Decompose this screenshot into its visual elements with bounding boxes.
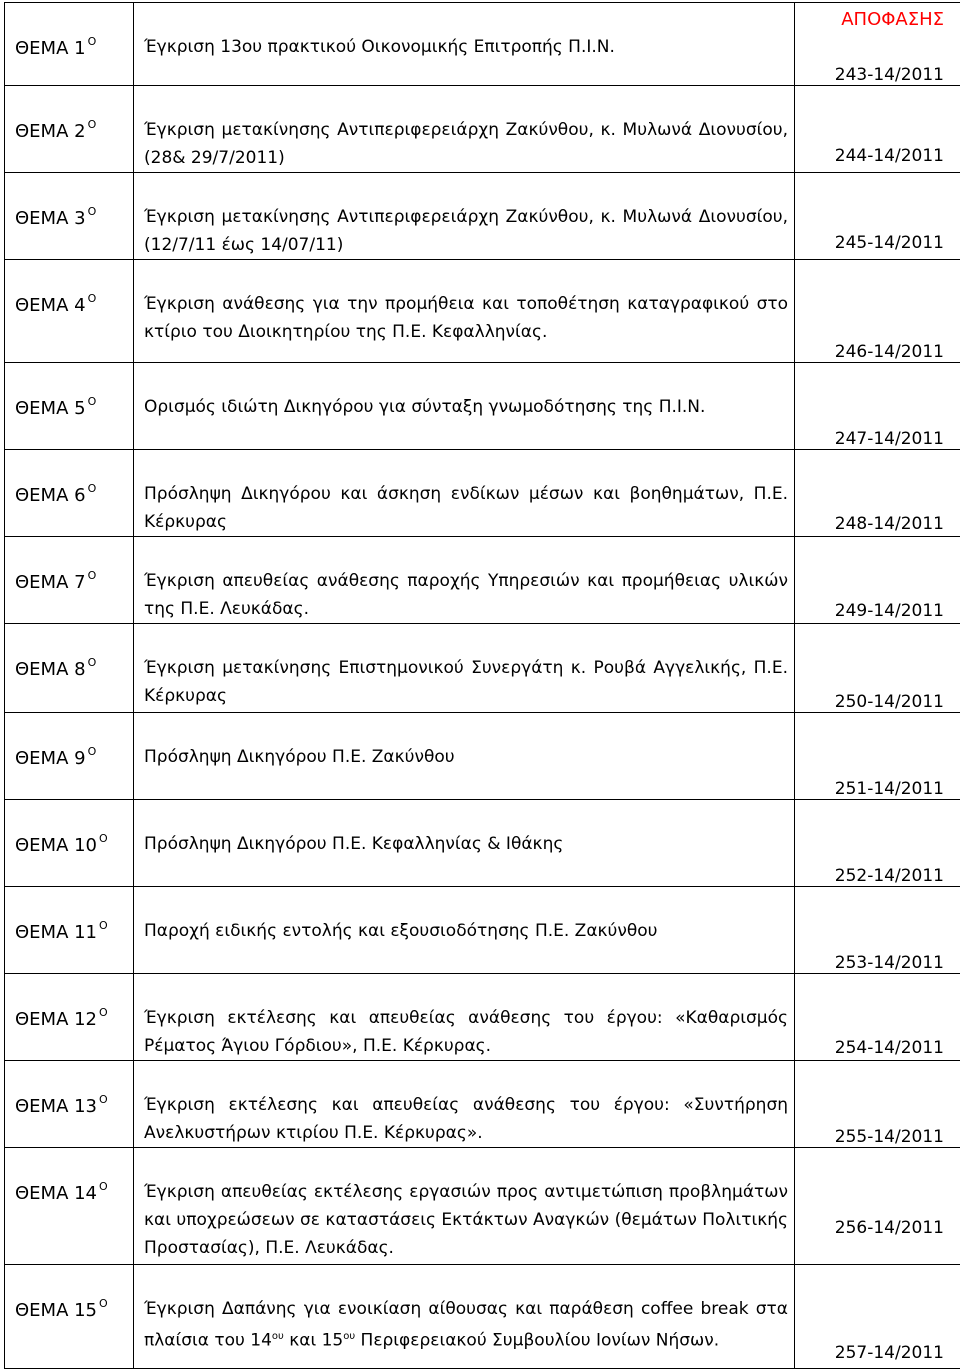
topic-label: ΘΕΜΑ 1 <box>15 38 86 59</box>
topic-ordinal: Ο <box>88 745 97 758</box>
topic-number <box>5 887 133 943</box>
topic-ordinal: Ο <box>88 482 97 495</box>
decision-cell <box>795 173 960 260</box>
topic-ordinal: Ο <box>99 832 108 845</box>
topic-cell <box>5 86 134 173</box>
topic-number <box>5 173 133 229</box>
description-cell <box>134 974 795 1061</box>
topic-ordinal: Ο <box>88 395 97 408</box>
topic-label: ΘΕΜΑ 11 <box>15 922 97 943</box>
topic-label: ΘΕΜΑ 5 <box>15 398 86 419</box>
ordinal-suffix: ου <box>343 1331 355 1342</box>
topic-label: ΘΕΜΑ 8 <box>15 659 86 680</box>
topic-label: ΘΕΜΑ 10 <box>15 835 97 856</box>
topic-cell <box>5 887 134 974</box>
agenda-table <box>4 2 960 1369</box>
topic-ordinal: Ο <box>88 569 97 582</box>
agenda-body <box>5 3 960 1369</box>
description-cell <box>134 260 795 363</box>
topic-description: Έγκριση μετακίνησης Αντιπεριφερειάρχη Ζακύνθου, κ. Μυλωνά Διονυσίου, (12/7/11 έως 14/07/11) <box>134 173 794 259</box>
description-cell <box>134 537 795 624</box>
topic-ordinal: Ο <box>88 205 97 218</box>
topic-cell <box>5 974 134 1061</box>
description-cell <box>134 1265 795 1369</box>
topic-description <box>134 1265 794 1355</box>
agenda-row <box>5 173 960 260</box>
topic-label: ΘΕΜΑ 7 <box>15 572 86 593</box>
agenda-row <box>5 450 960 537</box>
topic-ordinal: Ο <box>88 656 97 669</box>
decision-cell <box>795 86 960 173</box>
topic-label: ΘΕΜΑ 2 <box>15 121 86 142</box>
topic-number <box>5 713 133 769</box>
agenda-row <box>5 800 960 887</box>
topic-label: ΘΕΜΑ 12 <box>15 1009 97 1030</box>
decision-number: 247-14/2011 <box>795 363 960 449</box>
topic-ordinal: Ο <box>88 292 97 305</box>
topic-number <box>5 1148 133 1204</box>
topic-cell <box>5 537 134 624</box>
topic-cell <box>5 450 134 537</box>
topic-ordinal: Ο <box>99 1006 108 1019</box>
agenda-row <box>5 624 960 713</box>
agenda-row <box>5 260 960 363</box>
topic-cell <box>5 1265 134 1369</box>
description-part: και 15 <box>284 1331 343 1351</box>
topic-ordinal: Ο <box>99 1180 108 1193</box>
decision-number: 257-14/2011 <box>795 1265 960 1363</box>
decision-cell <box>795 260 960 363</box>
topic-number <box>5 800 133 856</box>
agenda-row <box>5 363 960 450</box>
description-cell <box>134 86 795 173</box>
description-cell <box>134 3 795 86</box>
agenda-row <box>5 86 960 173</box>
topic-ordinal: Ο <box>99 919 108 932</box>
decision-header: ΑΠΟΦΑΣΗΣ <box>795 3 960 33</box>
topic-cell <box>5 3 134 86</box>
description-cell <box>134 1148 795 1265</box>
decision-number: 252-14/2011 <box>795 800 960 886</box>
topic-description: Έγκριση μετακίνησης Αντιπεριφερειάρχη Ζακύνθου, κ. Μυλωνά Διονυσίου, (28& 29/7/2011) <box>134 86 794 172</box>
topic-number <box>5 3 133 59</box>
topic-description: Έγκριση απευθείας εκτέλεσης εργασιών προς αντιμετώπιση προβλημάτων και υποχρεώσεων σε καταστάσεις Εκτάκτων Αναγκών (θεμάτων Πολιτικής Προστασίας), Π.Ε. Λευκάδας. <box>134 1148 794 1262</box>
topic-cell <box>5 1148 134 1265</box>
topic-number <box>5 974 133 1030</box>
decision-number: 255-14/2011 <box>795 1061 960 1147</box>
decision-cell <box>795 1265 960 1369</box>
topic-number <box>5 624 133 680</box>
topic-number <box>5 1061 133 1117</box>
description-part: Περιφερειακού Συμβουλίου Ιονίων Νήσων. <box>355 1331 719 1351</box>
agenda-row <box>5 974 960 1061</box>
description-cell <box>134 800 795 887</box>
agenda-row <box>5 1148 960 1265</box>
topic-cell <box>5 363 134 450</box>
decision-cell <box>795 537 960 624</box>
topic-ordinal: Ο <box>99 1093 108 1106</box>
decision-number: 254-14/2011 <box>795 974 960 1058</box>
decision-number: 253-14/2011 <box>795 887 960 973</box>
decision-number: 245-14/2011 <box>795 173 960 253</box>
decision-number: 246-14/2011 <box>795 260 960 362</box>
decision-cell <box>795 800 960 887</box>
decision-number: 251-14/2011 <box>795 713 960 799</box>
topic-label: ΘΕΜΑ 9 <box>15 748 86 769</box>
decision-number: 243-14/2011 <box>795 33 960 85</box>
topic-cell <box>5 1061 134 1148</box>
topic-description: Έγκριση 13ου πρακτικού Οικονομικής Επιτροπής Π.Ι.Ν. <box>134 3 794 61</box>
agenda-row <box>5 713 960 800</box>
topic-cell <box>5 173 134 260</box>
agenda-row <box>5 887 960 974</box>
topic-description: Έγκριση ανάθεσης για την προμήθεια και τοποθέτηση καταγραφικού στο κτίριο του Διοικητηρίου της Π.Ε. Κεφαλληνίας. <box>134 260 794 346</box>
topic-label: ΘΕΜΑ 4 <box>15 295 86 316</box>
topic-ordinal: Ο <box>88 118 97 131</box>
decision-number: 249-14/2011 <box>795 537 960 621</box>
decision-cell <box>795 887 960 974</box>
topic-cell <box>5 260 134 363</box>
topic-description: Έγκριση εκτέλεσης και απευθείας ανάθεσης του έργου: «Συντήρηση Ανελκυστήρων κτιρίου Π.Ε. Κέρκυρας». <box>134 1061 794 1147</box>
decision-cell <box>795 450 960 537</box>
ordinal-suffix: ου <box>272 1331 284 1342</box>
decision-cell <box>795 363 960 450</box>
topic-number <box>5 363 133 419</box>
topic-label: ΘΕΜΑ 6 <box>15 485 86 506</box>
agenda-row <box>5 1265 960 1369</box>
topic-number <box>5 537 133 593</box>
decision-cell <box>795 974 960 1061</box>
topic-cell <box>5 713 134 800</box>
topic-label: ΘΕΜΑ 14 <box>15 1183 97 1204</box>
decision-number: 244-14/2011 <box>795 86 960 166</box>
topic-description: Πρόσληψη Δικηγόρου και άσκηση ενδίκων μέσων και βοηθημάτων, Π.Ε. Κέρκυρας <box>134 450 794 536</box>
decision-cell <box>795 3 960 86</box>
description-cell <box>134 887 795 974</box>
decision-number: 256-14/2011 <box>795 1148 960 1238</box>
topic-ordinal: Ο <box>99 1297 108 1310</box>
topic-number <box>5 86 133 142</box>
description-cell <box>134 450 795 537</box>
topic-number <box>5 450 133 506</box>
decision-cell <box>795 1148 960 1265</box>
topic-number <box>5 1265 133 1321</box>
agenda-row <box>5 1061 960 1148</box>
decision-number: 250-14/2011 <box>795 624 960 712</box>
topic-description: Πρόσληψη Δικηγόρου Π.Ε. Κεφαλληνίας & Ιθάκης <box>134 800 794 858</box>
description-cell <box>134 624 795 713</box>
topic-cell <box>5 624 134 713</box>
topic-label: ΘΕΜΑ 15 <box>15 1300 97 1321</box>
description-cell <box>134 363 795 450</box>
topic-description: Έγκριση μετακίνησης Επιστημονικού Συνεργάτη κ. Ρουβά Αγγελικής, Π.Ε. Κέρκυρας <box>134 624 794 710</box>
topic-description: Ορισμός ιδιώτη Δικηγόρου για σύνταξη γνωμοδότησης της Π.Ι.Ν. <box>134 363 794 421</box>
decision-cell <box>795 1061 960 1148</box>
topic-description: Έγκριση εκτέλεσης και απευθείας ανάθεσης του έργου: «Καθαρισμός Ρέματος Άγιου Γόρδιου», Π.Ε. Κέρκυρας. <box>134 974 794 1060</box>
topic-description: Πρόσληψη Δικηγόρου Π.Ε. Ζακύνθου <box>134 713 794 771</box>
description-cell <box>134 173 795 260</box>
decision-cell <box>795 713 960 800</box>
topic-description: Έγκριση απευθείας ανάθεσης παροχής Υπηρεσιών και προμήθειας υλικών της Π.Ε. Λευκάδας. <box>134 537 794 623</box>
agenda-row <box>5 537 960 624</box>
topic-label: ΘΕΜΑ 13 <box>15 1096 97 1117</box>
description-cell <box>134 1061 795 1148</box>
agenda-row <box>5 3 960 86</box>
topic-description: Παροχή ειδικής εντολής και εξουσιοδότησης Π.Ε. Ζακύνθου <box>134 887 794 945</box>
description-cell <box>134 713 795 800</box>
description-part: Έγκριση Δαπάνης για ενοικίαση αίθουσας και παράθεση coffee break στα πλαίσια του 14 <box>144 1299 788 1351</box>
decision-cell <box>795 624 960 713</box>
topic-label: ΘΕΜΑ 3 <box>15 208 86 229</box>
topic-number <box>5 260 133 316</box>
decision-number: 248-14/2011 <box>795 450 960 534</box>
topic-ordinal: Ο <box>88 35 97 48</box>
topic-cell <box>5 800 134 887</box>
